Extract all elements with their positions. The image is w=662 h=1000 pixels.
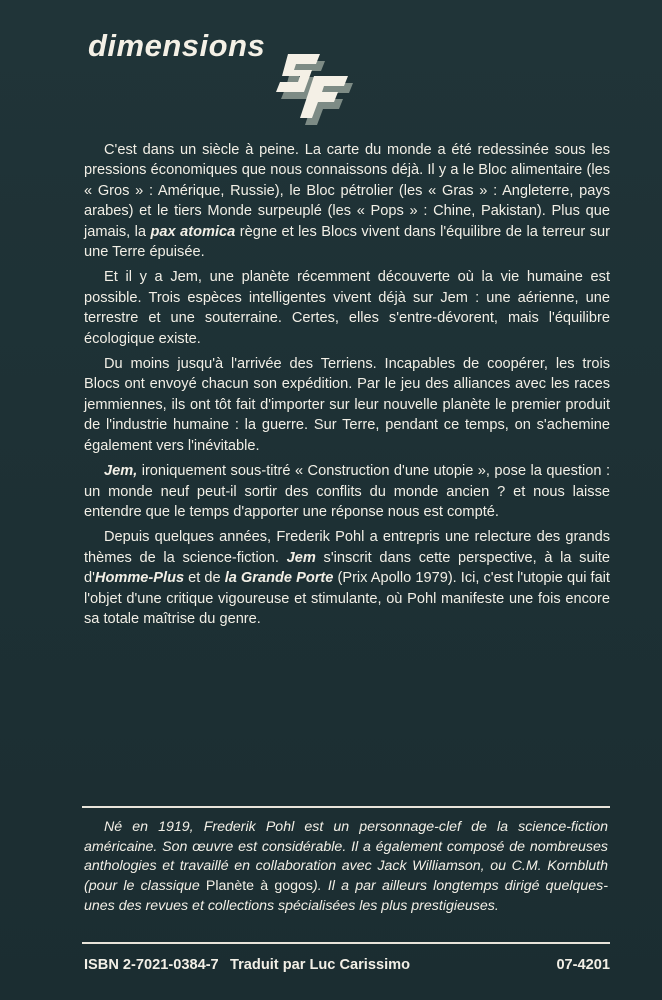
blurb-text xyxy=(84,140,610,634)
catalog-code: 07-4201 xyxy=(556,957,610,973)
author-bio: Né en 1919, Frederik Pohl est un personnage-clef de la science-fiction américaine. Son œuvre est considérable. Il a également composé de nombreuses anthologies et travaillé en collaboration avec Jack Williamson, ou C.M. Kornbluth (pour le classique Planète à gogos). Il a par ailleurs longtemps dirigé quelques-unes des revues et collections spécialisées les plus prestigieuses. xyxy=(84,819,608,914)
blurb-paragraph: Jem, ironiquement sous-titré « Construction d'une utopie », pose la question : un monde neuf peut-il sortir des conflits du monde ancien ? et nous laisse entendre que le temps d'apporter une réponse nous est compté. xyxy=(84,463,610,520)
blurb-paragraph: Depuis quelques années, Frederik Pohl a entrepris une relecture des grands thèmes de la science-fiction. Jem s'inscrit dans cette perspective, à la suite d'Homme-Plus et de la Grande Porte (Prix Apollo 1979). Ici, c'est l'utopie qui fait l'objet d'une critique vigoureuse et stimulante, où Pohl manifeste une fois encore sa totale maîtrise du genre. xyxy=(84,529,610,627)
book-title: Planète à gogos xyxy=(205,878,313,895)
blurb-paragraph: Et il y a Jem, une planète récemment découverte où la vie humaine est possible. Trois espèces intelligentes vivent déjà sur Jem : une aérienne, une terrestre et une souterraine. Certes, elles s'entre-dévorent, mais l'équilibre écologique existe. xyxy=(84,269,610,347)
book-title: la Grande Porte xyxy=(224,570,334,587)
book-title: Jem, xyxy=(104,463,138,480)
collection-logo xyxy=(88,28,358,128)
divider-line xyxy=(82,806,610,808)
divider-line xyxy=(82,942,610,944)
emphasis: pax atomica xyxy=(150,223,236,240)
blurb-paragraph: C'est dans un siècle à peine. La carte du monde a été redessinée sous les pressions économiques que nous connaissons déjà. Il y a le Bloc alimentaire (les « Gros » : Amérique, Russie), le Bloc pétrolier (les « Gras » : Angleterre, pays arabes) et le tiers Monde surpeuplé (les « Pops » : Chine, Pakistan). Plus que jamais, la pax atomica règne et les Blocs vivent dans l'équilibre de la terreur sur une Terre épuisée. xyxy=(84,142,610,261)
sf-3d-letters-icon xyxy=(274,42,354,126)
book-title: Homme-Plus xyxy=(94,570,185,587)
blurb-paragraph: Du moins jusqu'à l'arrivée des Terriens. Incapables de coopérer, les trois Blocs ont envoyé chacun son expédition. Par le jeu des alliances avec les races jemmiennes, ils ont tôt fait d'importer sur leur nouvelle planète le premier produit de l'industrie humaine : la guerre. Sur Terre, pendant ce temps, on s'achemine également vers l'inévitable. xyxy=(84,356,610,454)
book-title: Jem xyxy=(286,549,316,566)
logo-wordmark: dimensions xyxy=(88,28,266,63)
translator-credit: Traduit par Luc Carissimo xyxy=(230,957,411,973)
isbn-number: ISBN 2-7021-0384-7 xyxy=(84,957,219,973)
